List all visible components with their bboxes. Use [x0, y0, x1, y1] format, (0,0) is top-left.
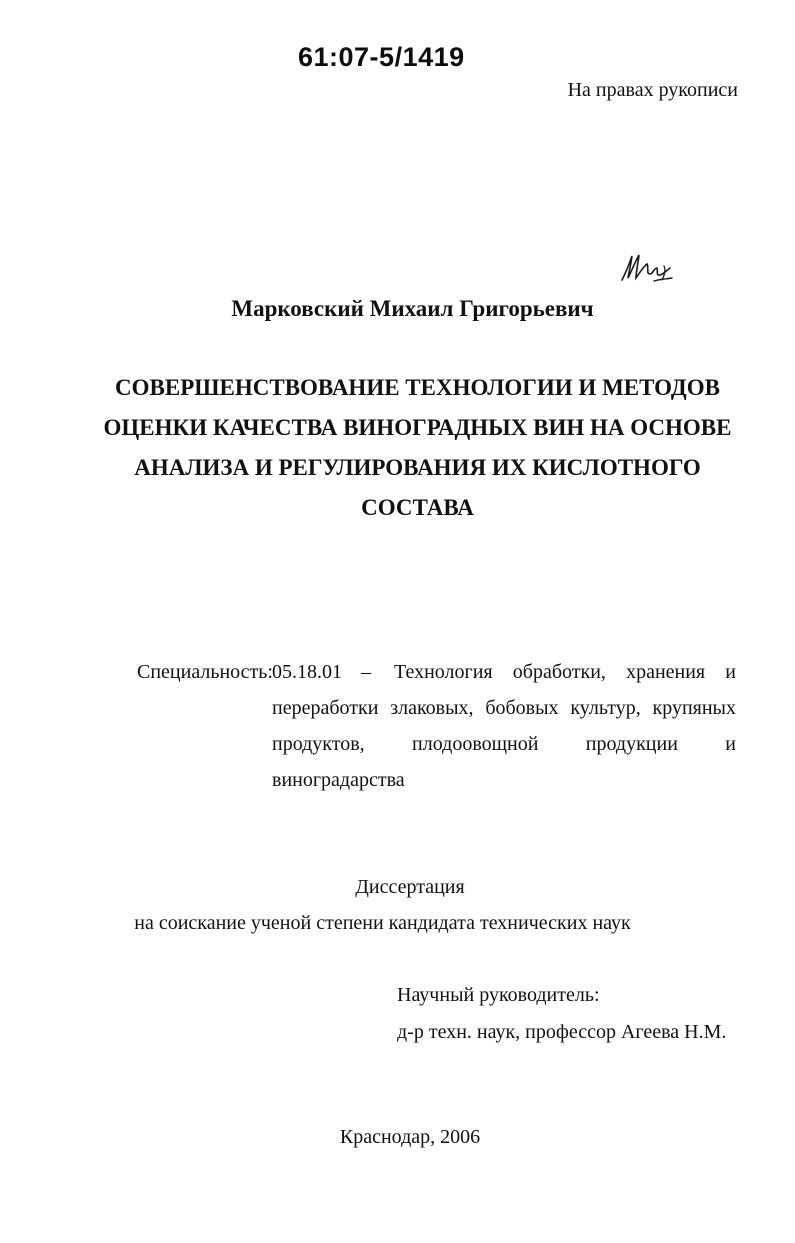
specialty-word: Технология [394, 661, 493, 683]
supervisor-name: д-р техн. наук, профессор Агеева Н.М. [397, 1021, 727, 1043]
author-name: Марковский Михаил Григорьевич [231, 296, 594, 321]
specialty-word: и [725, 661, 736, 683]
title-line: ОЦЕНКИ КАЧЕСТВА ВИНОГРАДНЫХ ВИН НА ОСНОВЕ [103, 415, 732, 440]
archive-stamp-number: 61:07-5/1419 [298, 42, 465, 72]
title-line: СОВЕРШЕНСТВОВАНИЕ ТЕХНОЛОГИИ И МЕТОДОВ [115, 375, 720, 400]
specialty-word: продуктов, [272, 733, 365, 755]
signature-icon [620, 250, 674, 286]
specialty-text-line [394, 661, 736, 684]
place-and-year: Краснодар, 2006 [339, 1126, 481, 1148]
specialty-word: крупяных [652, 697, 736, 719]
specialty-word: бобовых [485, 697, 559, 719]
specialty-word: переработки [272, 697, 379, 719]
specialty-label: Специальность: [137, 661, 273, 683]
dissertation-degree: на соискание ученой степени кандидата технических наук [134, 912, 631, 934]
specialty-dash: – [361, 661, 371, 683]
dissertation-label: Диссертация [355, 876, 465, 898]
specialty-text-line: виноградарства [272, 769, 405, 791]
specialty-text-line [272, 697, 736, 720]
specialty-word: плодоовощной [412, 733, 539, 755]
title-line: АНАЛИЗА И РЕГУЛИРОВАНИЯ ИХ КИСЛОТНОГО [134, 455, 701, 480]
specialty-word: и [725, 733, 736, 755]
dissertation-title [90, 368, 745, 528]
specialty-word: обработки, [512, 661, 606, 683]
specialty-word: продукции [585, 733, 678, 755]
manuscript-rights-note: На правах рукописи [567, 79, 738, 101]
title-line: СОСТАВА [361, 495, 474, 520]
specialty-text-line [272, 733, 736, 756]
specialty-code: 05.18.01 [272, 661, 342, 683]
supervisor-label: Научный руководитель: [397, 984, 600, 1006]
specialty-word: культур, [570, 697, 641, 719]
specialty-word: злаковых, [390, 697, 474, 719]
specialty-word: хранения [626, 661, 706, 683]
